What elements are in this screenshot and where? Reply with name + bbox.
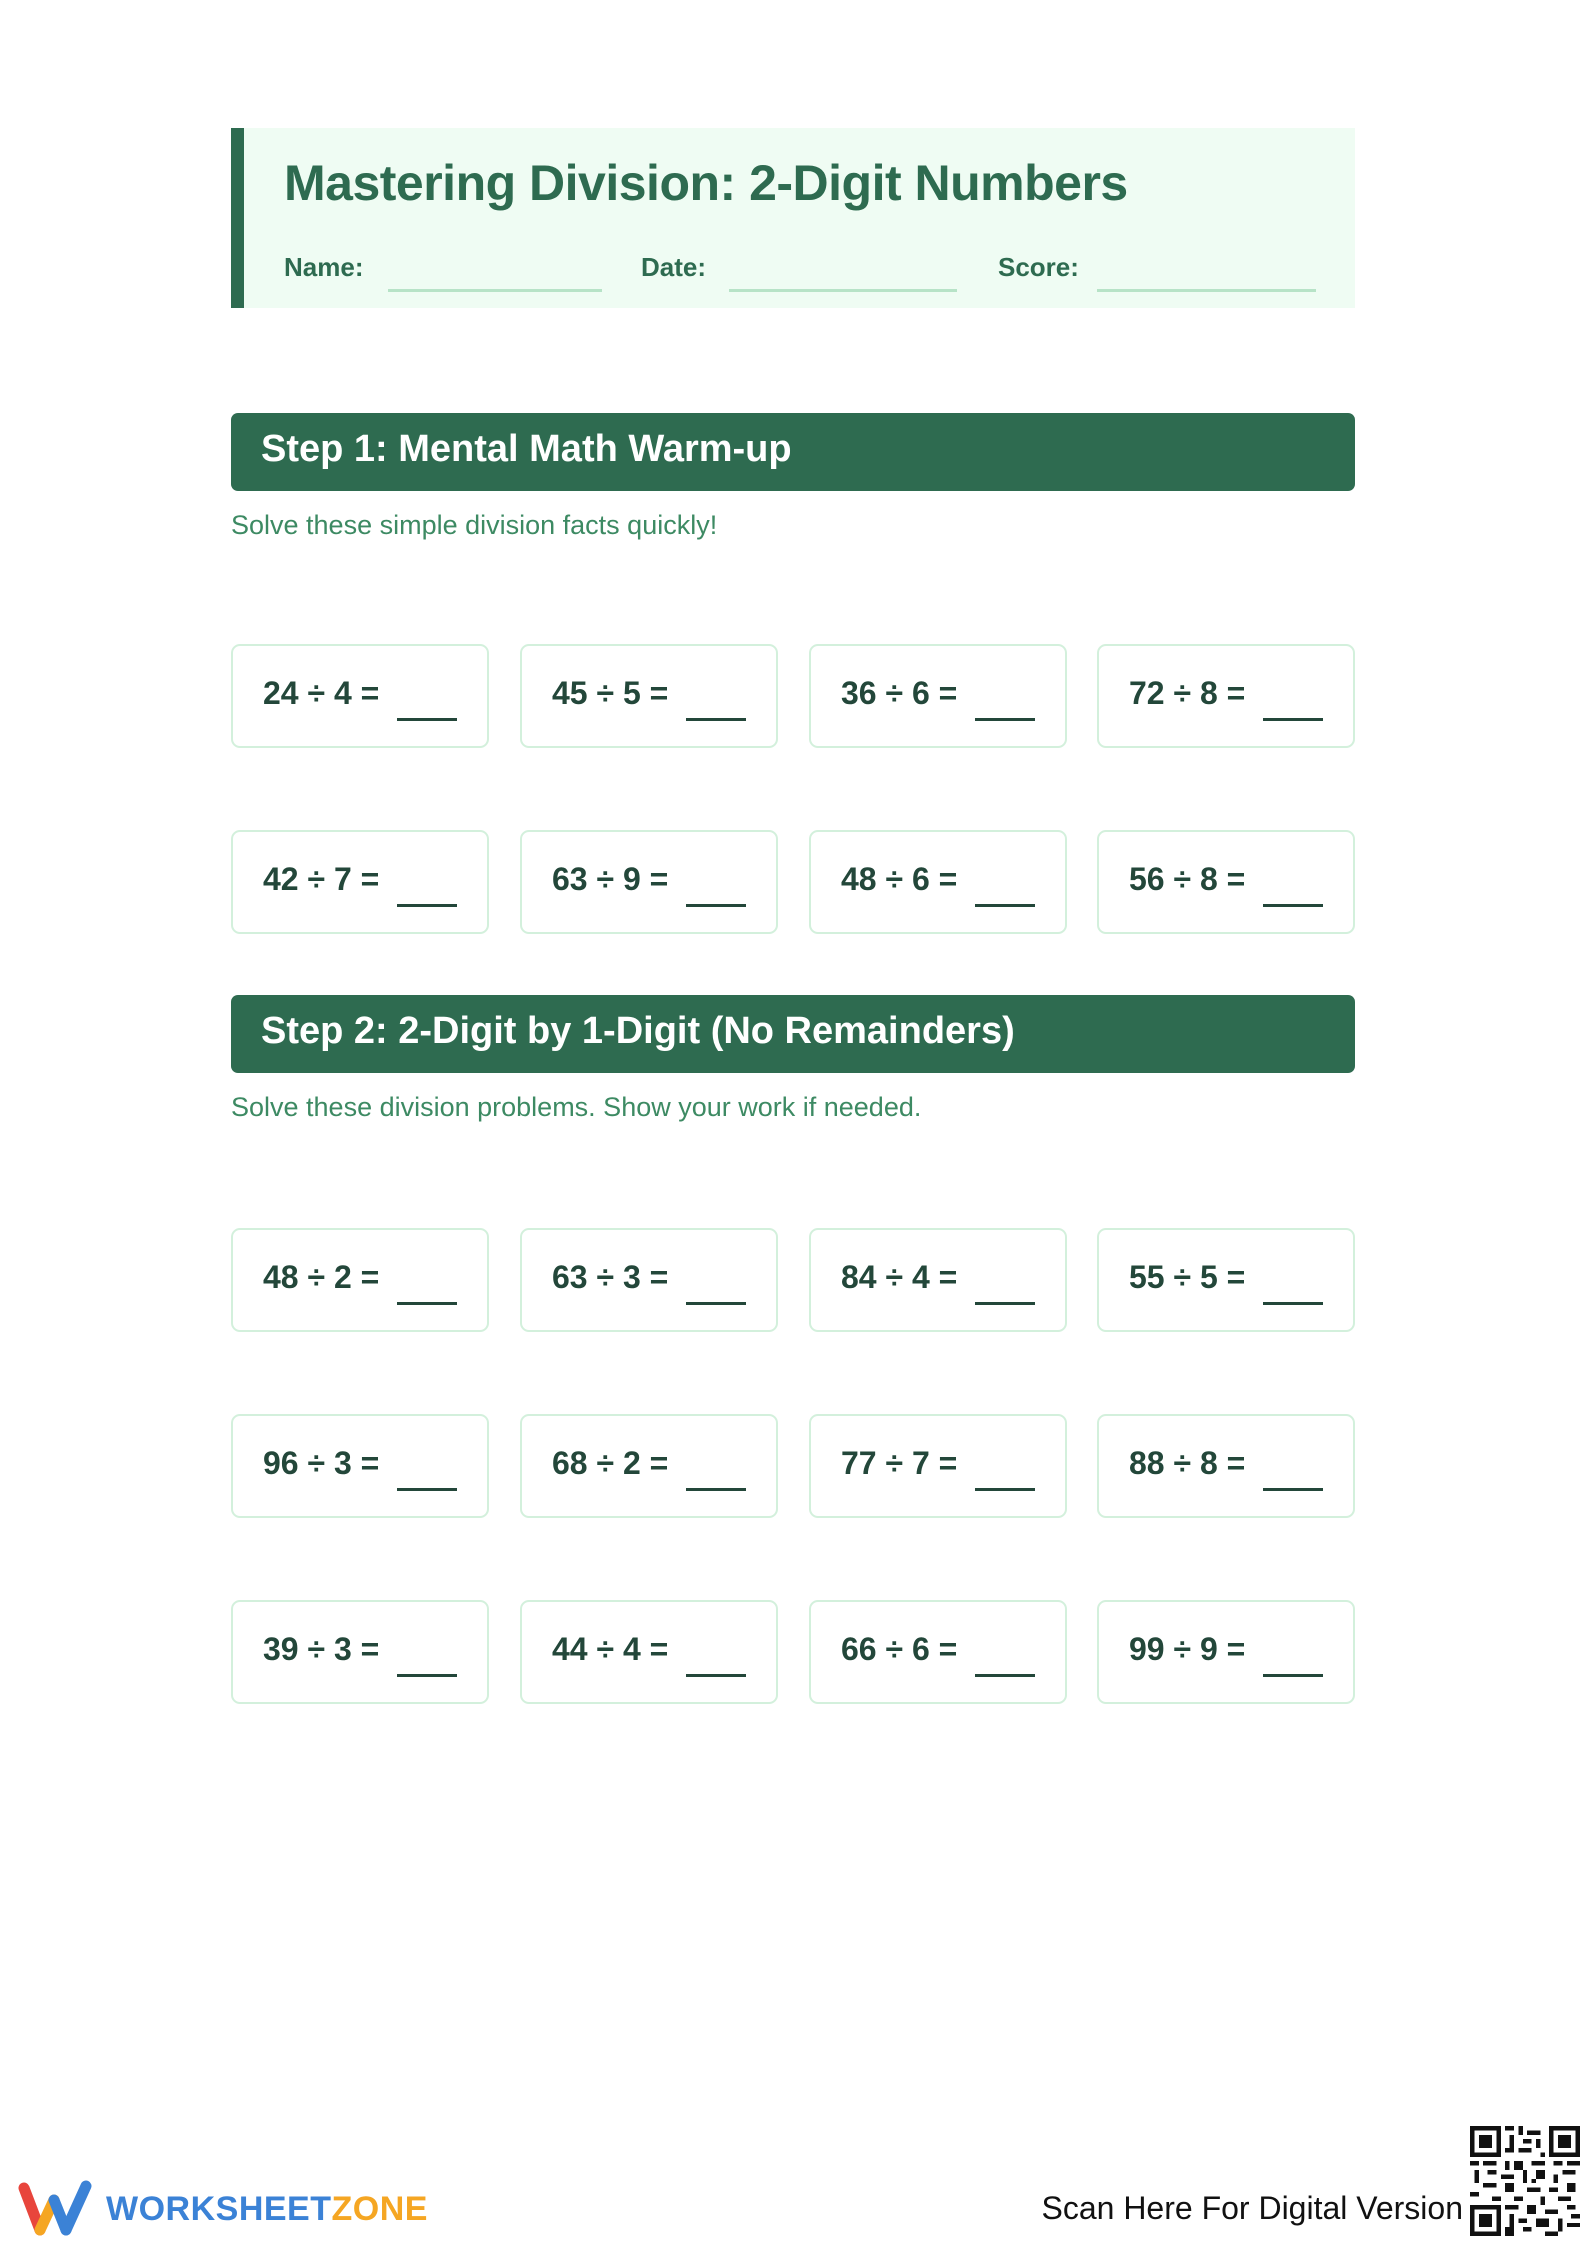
problem-card[interactable] <box>1097 1414 1355 1518</box>
date-input-line[interactable] <box>729 289 957 292</box>
problem-card[interactable] <box>1097 1228 1355 1332</box>
problem-card[interactable] <box>809 830 1067 934</box>
brand-part-worksheet: WORKSHEET <box>106 2190 332 2228</box>
problem-card[interactable] <box>520 1414 778 1518</box>
answer-blank[interactable] <box>975 718 1035 721</box>
step2-section-bar <box>231 995 1355 1073</box>
problem-text: 72 ÷ 8 = <box>1129 675 1246 711</box>
date-field[interactable] <box>641 252 961 292</box>
scan-instruction: Scan Here For Digital Version <box>1041 2190 1463 2226</box>
name-input-line[interactable] <box>388 289 602 292</box>
problem-text: 99 ÷ 9 = <box>1129 1631 1246 1667</box>
step1-instruction: Solve these simple division facts quickly! <box>231 510 718 540</box>
problem-text: 63 ÷ 9 = <box>552 861 669 897</box>
answer-blank[interactable] <box>1263 1302 1323 1305</box>
answer-blank[interactable] <box>1263 1488 1323 1491</box>
problem-text: 44 ÷ 4 = <box>552 1631 669 1667</box>
answer-blank[interactable] <box>686 718 746 721</box>
problem-text: 66 ÷ 6 = <box>841 1631 958 1667</box>
problem-row <box>231 1600 1355 1704</box>
worksheet-header <box>231 128 1355 308</box>
problem-card[interactable] <box>1097 830 1355 934</box>
problem-row <box>231 830 1355 934</box>
problem-card[interactable] <box>520 1600 778 1704</box>
answer-blank[interactable] <box>686 904 746 907</box>
name-label: Name: <box>284 252 364 282</box>
answer-blank[interactable] <box>397 1488 457 1491</box>
problem-text: 96 ÷ 3 = <box>263 1445 380 1481</box>
answer-blank[interactable] <box>1263 1674 1323 1677</box>
answer-blank[interactable] <box>397 904 457 907</box>
brand-part-zone: ZONE <box>331 2190 428 2228</box>
score-field[interactable] <box>998 252 1338 292</box>
step2-instruction: Solve these division problems. Show your work if needed. <box>231 1092 922 1122</box>
score-input-line[interactable] <box>1097 289 1316 292</box>
problem-text: 77 ÷ 7 = <box>841 1445 958 1481</box>
score-label: Score: <box>998 252 1079 282</box>
problem-card[interactable] <box>520 830 778 934</box>
problem-text: 88 ÷ 8 = <box>1129 1445 1246 1481</box>
answer-blank[interactable] <box>686 1488 746 1491</box>
answer-blank[interactable] <box>686 1302 746 1305</box>
problem-card[interactable] <box>231 1414 489 1518</box>
problem-text: 68 ÷ 2 = <box>552 1445 669 1481</box>
answer-blank[interactable] <box>975 1302 1035 1305</box>
answer-blank[interactable] <box>1263 904 1323 907</box>
step1-section-bar <box>231 413 1355 491</box>
problem-card[interactable] <box>520 1228 778 1332</box>
page-title: Mastering Division: 2-Digit Numbers <box>284 155 1128 211</box>
answer-blank[interactable] <box>975 1488 1035 1491</box>
answer-blank[interactable] <box>397 1302 457 1305</box>
answer-blank[interactable] <box>397 1674 457 1677</box>
answer-blank[interactable] <box>975 1674 1035 1677</box>
problem-text: 24 ÷ 4 = <box>263 675 380 711</box>
problem-text: 45 ÷ 5 = <box>552 675 669 711</box>
problem-card[interactable] <box>809 1414 1067 1518</box>
qr-code-icon[interactable] <box>1470 2126 1580 2236</box>
problem-row <box>231 644 1355 748</box>
problem-card[interactable] <box>1097 1600 1355 1704</box>
date-label: Date: <box>641 252 707 282</box>
problem-row <box>231 1414 1355 1518</box>
problem-text: 48 ÷ 2 = <box>263 1259 380 1295</box>
problem-row <box>231 1228 1355 1332</box>
answer-blank[interactable] <box>975 904 1035 907</box>
problem-card[interactable] <box>231 1228 489 1332</box>
problem-card[interactable] <box>520 644 778 748</box>
problem-text: 36 ÷ 6 = <box>841 675 958 711</box>
problem-text: 84 ÷ 4 = <box>841 1259 958 1295</box>
answer-blank[interactable] <box>686 1674 746 1677</box>
problem-card[interactable] <box>809 1600 1067 1704</box>
problem-card[interactable] <box>809 644 1067 748</box>
step1-title: Step 1: Mental Math Warm-up <box>261 428 792 470</box>
worksheetzone-w-logo-icon[interactable] <box>18 2180 94 2236</box>
problem-card[interactable] <box>231 644 489 748</box>
answer-blank[interactable] <box>1263 718 1323 721</box>
problem-text: 63 ÷ 3 = <box>552 1259 669 1295</box>
problem-text: 39 ÷ 3 = <box>263 1631 380 1667</box>
problem-card[interactable] <box>231 830 489 934</box>
problem-text: 55 ÷ 5 = <box>1129 1259 1246 1295</box>
problem-card[interactable] <box>1097 644 1355 748</box>
name-field[interactable] <box>284 252 604 292</box>
problem-text: 42 ÷ 7 = <box>263 861 380 897</box>
problem-card[interactable] <box>809 1228 1067 1332</box>
brand-name[interactable] <box>106 2190 428 2229</box>
answer-blank[interactable] <box>397 718 457 721</box>
step2-title: Step 2: 2-Digit by 1-Digit (No Remainders) <box>261 1010 1015 1052</box>
problem-text: 48 ÷ 6 = <box>841 861 958 897</box>
problem-card[interactable] <box>231 1600 489 1704</box>
problem-text: 56 ÷ 8 = <box>1129 861 1246 897</box>
